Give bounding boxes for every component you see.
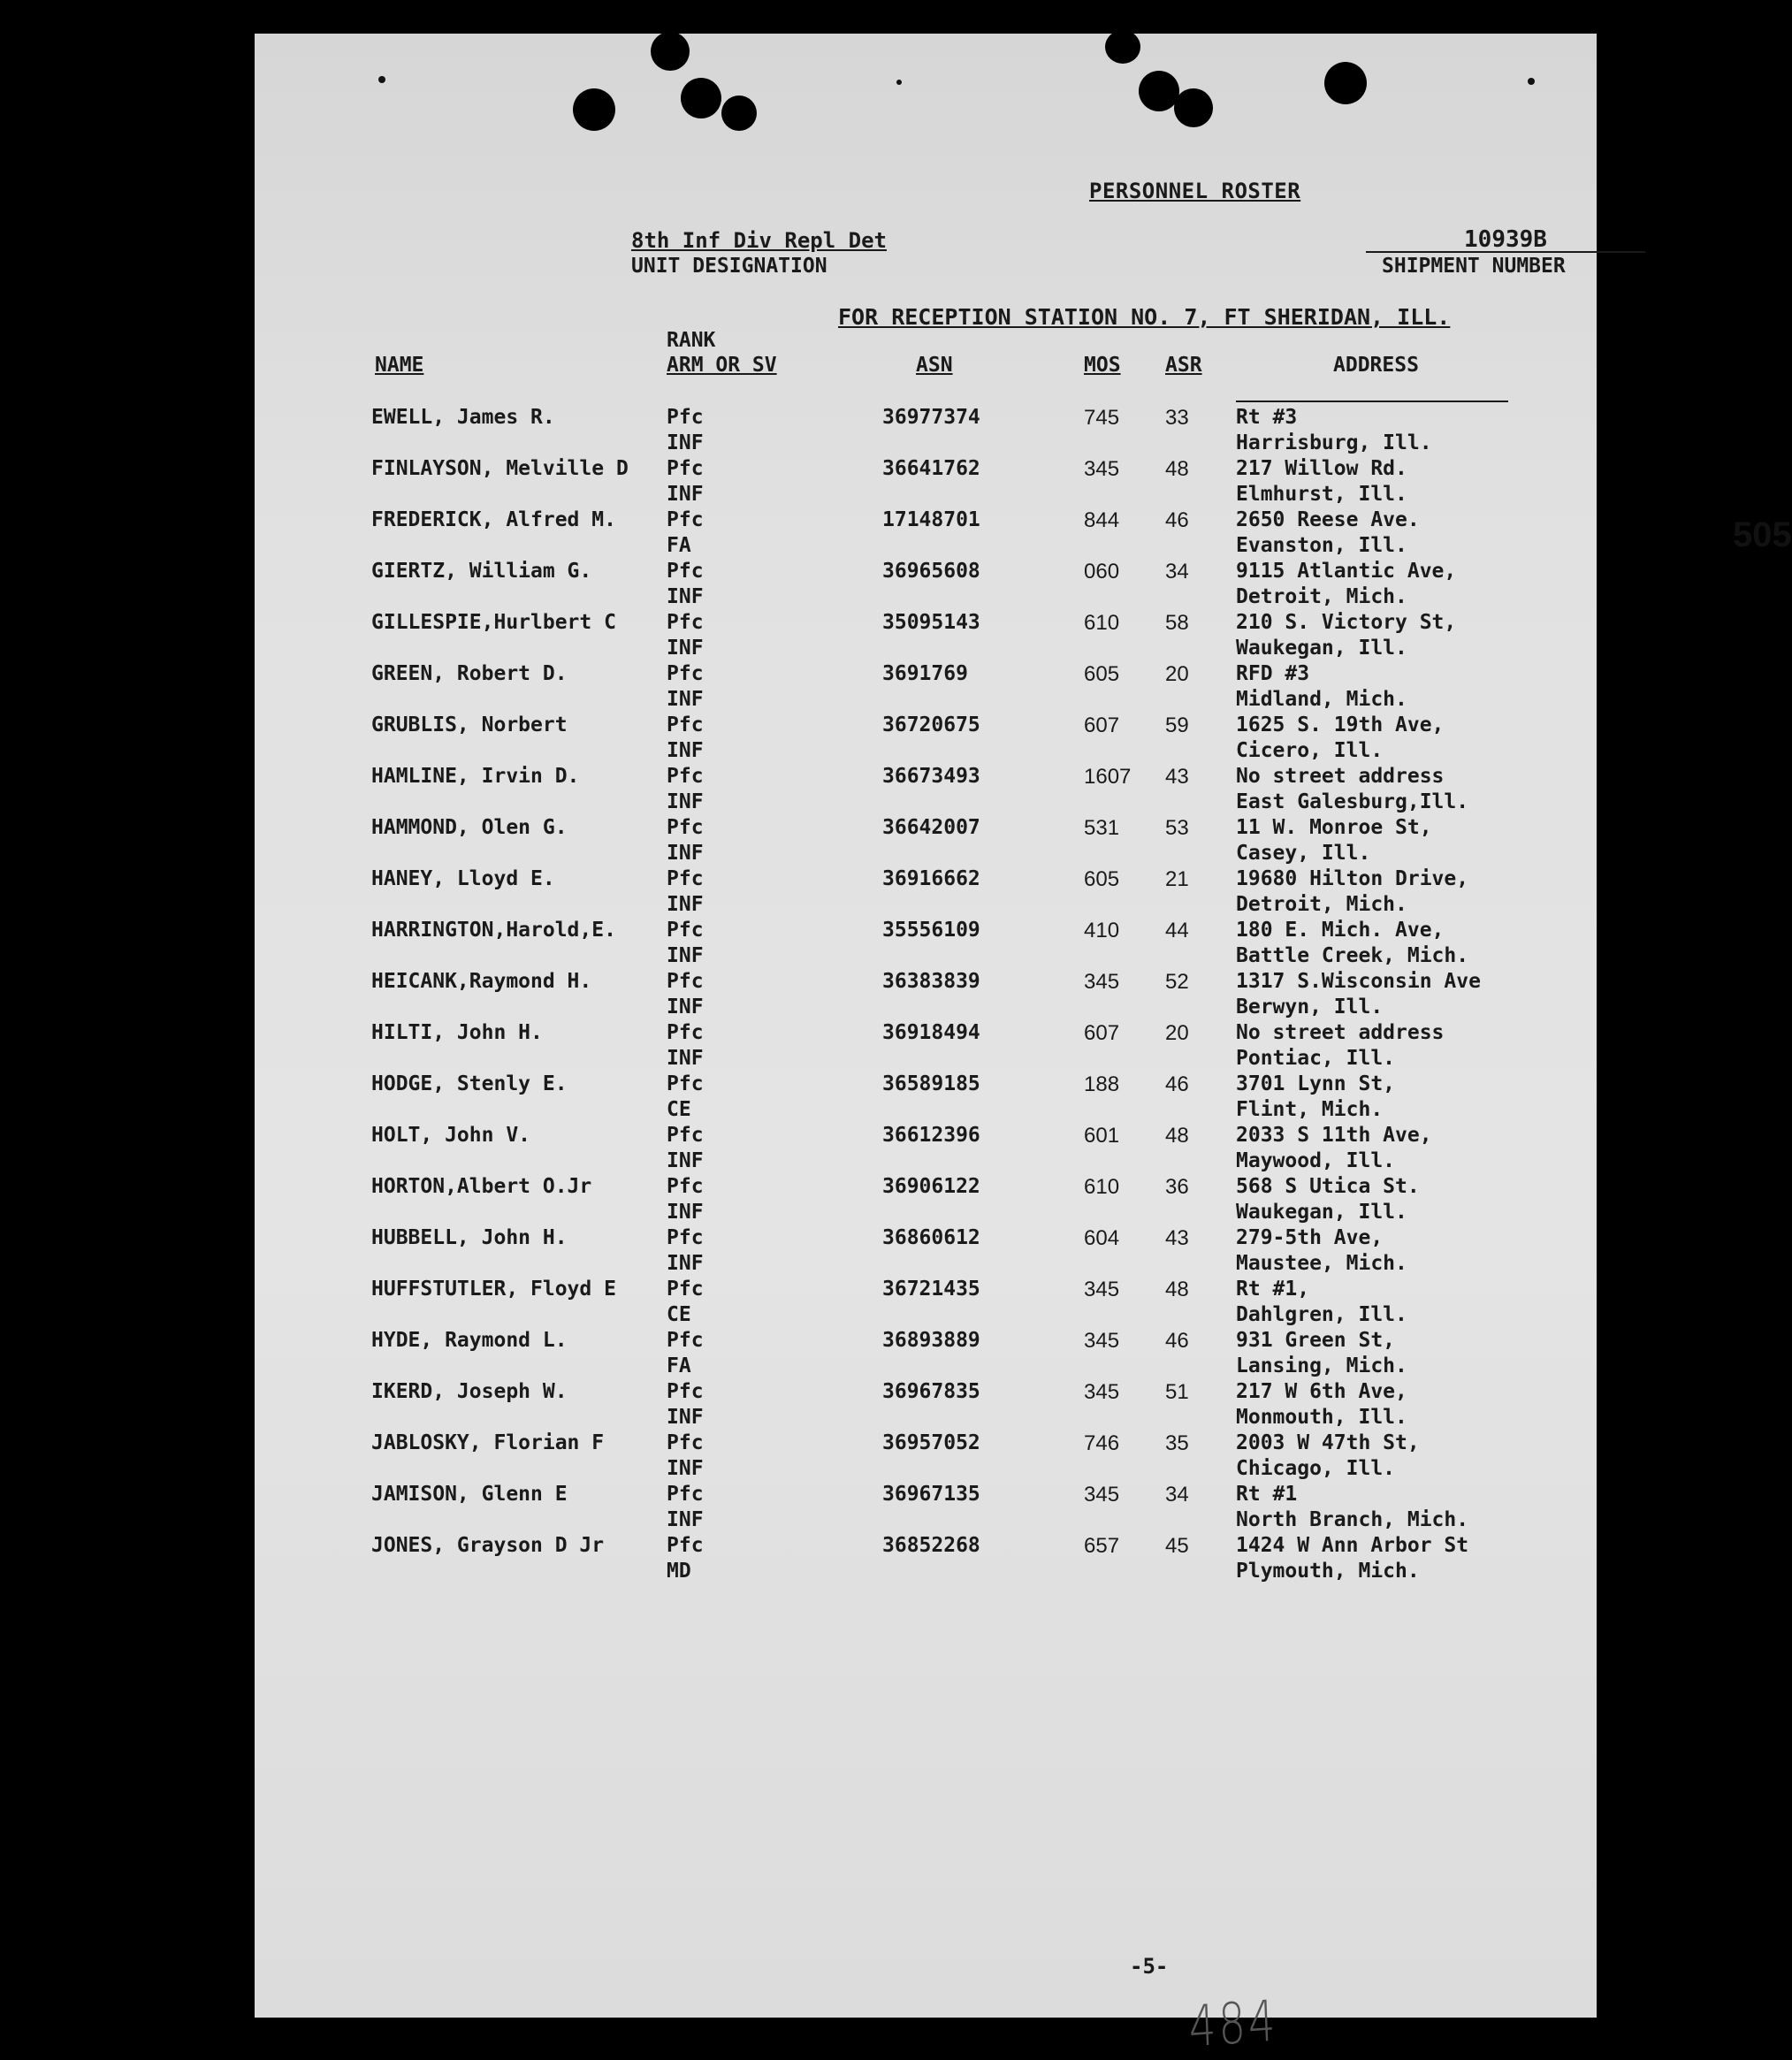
roster-name: FREDERICK, Alfred M. xyxy=(371,508,616,531)
roster-asn: 36612396 xyxy=(882,1124,980,1147)
roster-page xyxy=(255,34,1792,2060)
roster-rank: Pfc xyxy=(667,713,704,736)
roster-address-line2: Monmouth, Ill. xyxy=(1236,1406,1407,1429)
punch-hole xyxy=(1105,30,1140,64)
roster-asn: 36893889 xyxy=(882,1329,980,1352)
table-row xyxy=(255,815,1597,866)
roster-address-line1: 11 W. Monroe St, xyxy=(1236,816,1432,839)
table-row xyxy=(255,1020,1597,1072)
table-row xyxy=(255,1225,1597,1277)
roster-arm: INF xyxy=(667,1457,704,1480)
stamp-number: 505 xyxy=(1733,515,1792,554)
roster-address-line1: 9115 Atlantic Ave, xyxy=(1236,560,1457,583)
shipment-number-label: SHIPMENT NUMBER xyxy=(1382,255,1566,278)
table-row xyxy=(255,1533,1597,1584)
roster-asr: 48 xyxy=(1165,1278,1189,1301)
roster-mos: 345 xyxy=(1084,1483,1120,1507)
roster-asn: 36965608 xyxy=(882,560,980,583)
roster-name: HORTON,Albert O.Jr xyxy=(371,1175,592,1198)
roster-name: HYDE, Raymond L. xyxy=(371,1329,568,1352)
roster-rank: Pfc xyxy=(667,406,704,429)
roster-asr: 52 xyxy=(1165,970,1189,994)
roster-address-line2: Dahlgren, Ill. xyxy=(1236,1303,1407,1326)
roster-rank: Pfc xyxy=(667,662,704,685)
roster-address-line2: Battle Creek, Mich. xyxy=(1236,944,1469,967)
roster-mos: 745 xyxy=(1084,406,1120,430)
roster-address-line2: Detroit, Mich. xyxy=(1236,585,1407,608)
roster-rank: Pfc xyxy=(667,867,704,890)
roster-address-line1: Rt #3 xyxy=(1236,406,1298,429)
roster-rank: Pfc xyxy=(667,1175,704,1198)
roster-name: GREEN, Robert D. xyxy=(371,662,568,685)
roster-asr: 48 xyxy=(1165,1124,1189,1148)
roster-rank: Pfc xyxy=(667,1226,704,1249)
roster-address-line1: 210 S. Victory St, xyxy=(1236,611,1457,634)
roster-asn: 36860612 xyxy=(882,1226,980,1249)
roster-mos: 1607 xyxy=(1084,765,1132,789)
roster-arm: INF xyxy=(667,739,704,762)
roster-address-line1: 568 S Utica St. xyxy=(1236,1175,1420,1198)
roster-asn: 36967135 xyxy=(882,1483,980,1506)
table-row xyxy=(255,610,1597,661)
roster-asr: 34 xyxy=(1165,1483,1189,1507)
table-row xyxy=(255,1072,1597,1123)
roster-mos: 607 xyxy=(1084,713,1120,737)
roster-asr: 45 xyxy=(1165,1534,1189,1558)
roster-asn: 36852268 xyxy=(882,1534,980,1557)
roster-address-line2: Maustee, Mich. xyxy=(1236,1252,1407,1275)
reception-station: FOR RECEPTION STATION NO. 7, FT SHERIDAN, ILL. xyxy=(838,304,1451,330)
header-rank: RANK xyxy=(667,329,716,352)
roster-rank: Pfc xyxy=(667,457,704,480)
roster-rank: Pfc xyxy=(667,1329,704,1352)
roster-address-line1: 3701 Lynn St, xyxy=(1236,1072,1396,1095)
roster-arm: INF xyxy=(667,1149,704,1172)
roster-name: GILLESPIE,Hurlbert C xyxy=(371,611,616,634)
speck xyxy=(896,80,902,85)
table-row xyxy=(255,1277,1597,1328)
roster-address-line1: 2033 S 11th Ave, xyxy=(1236,1124,1432,1147)
roster-mos: 345 xyxy=(1084,970,1120,994)
roster-asr: 46 xyxy=(1165,1072,1189,1096)
roster-rank: Pfc xyxy=(667,765,704,788)
roster-address-line2: Harrisburg, Ill. xyxy=(1236,431,1432,454)
roster-asr: 20 xyxy=(1165,1021,1189,1045)
roster-address-line1: 217 Willow Rd. xyxy=(1236,457,1407,480)
roster-address-line2: Midland, Mich. xyxy=(1236,688,1407,711)
roster-arm: MD xyxy=(667,1560,691,1583)
unit-designation-label: UNIT DESIGNATION xyxy=(631,255,827,278)
roster-name: HODGE, Stenly E. xyxy=(371,1072,568,1095)
roster-address-line1: 2003 W 47th St, xyxy=(1236,1431,1420,1454)
roster-address-line2: Evanston, Ill. xyxy=(1236,534,1407,557)
header-address: ADDRESS xyxy=(1333,354,1419,377)
roster-arm: INF xyxy=(667,893,704,916)
table-row xyxy=(255,559,1597,610)
roster-mos: 601 xyxy=(1084,1124,1120,1148)
roster-rank: Pfc xyxy=(667,1072,704,1095)
roster-address-line2: Lansing, Mich. xyxy=(1236,1354,1407,1377)
roster-asr: 33 xyxy=(1165,406,1189,430)
roster-asr: 21 xyxy=(1165,867,1189,891)
roster-mos: 844 xyxy=(1084,508,1120,532)
roster-rank: Pfc xyxy=(667,919,704,942)
roster-address-line1: 1424 W Ann Arbor St xyxy=(1236,1534,1469,1557)
roster-asr: 35 xyxy=(1165,1431,1189,1455)
roster-arm: INF xyxy=(667,1406,704,1429)
roster-arm: CE xyxy=(667,1098,691,1121)
roster-mos: 604 xyxy=(1084,1226,1120,1250)
roster-address-line2: Cicero, Ill. xyxy=(1236,739,1384,762)
roster-rank: Pfc xyxy=(667,560,704,583)
roster-rank: Pfc xyxy=(667,1431,704,1454)
roster-asn: 36673493 xyxy=(882,765,980,788)
roster-rank: Pfc xyxy=(667,1124,704,1147)
roster-address-line1: 217 W 6th Ave, xyxy=(1236,1380,1407,1403)
table-row xyxy=(255,1379,1597,1431)
header-arm: ARM OR SV xyxy=(667,354,777,377)
roster-mos: 657 xyxy=(1084,1534,1120,1558)
roster-name: GIERTZ, William G. xyxy=(371,560,592,583)
roster-asr: 53 xyxy=(1165,816,1189,840)
roster-arm: INF xyxy=(667,790,704,813)
speck xyxy=(1528,78,1535,85)
punch-hole xyxy=(721,95,757,131)
roster-mos: 345 xyxy=(1084,1278,1120,1301)
table-row xyxy=(255,713,1597,764)
punch-hole xyxy=(573,88,615,131)
roster-asn: 36916662 xyxy=(882,867,980,890)
roster-name: HUBBELL, John H. xyxy=(371,1226,568,1249)
roster-asn: 36720675 xyxy=(882,713,980,736)
roster-name: HUFFSTUTLER, Floyd E xyxy=(371,1278,616,1301)
roster-name: HARRINGTON,Harold,E. xyxy=(371,919,616,942)
roster-address-line2: Waukegan, Ill. xyxy=(1236,637,1407,660)
roster-rank: Pfc xyxy=(667,611,704,634)
roster-asn: 36642007 xyxy=(882,816,980,839)
roster-asr: 20 xyxy=(1165,662,1189,686)
roster-rank: Pfc xyxy=(667,1483,704,1506)
roster-address-line2: Elmhurst, Ill. xyxy=(1236,483,1407,506)
roster-asn: 36383839 xyxy=(882,970,980,993)
roster-asr: 51 xyxy=(1165,1380,1189,1404)
roster-name: HANEY, Lloyd E. xyxy=(371,867,555,890)
roster-arm: INF xyxy=(667,1047,704,1070)
roster-mos: 607 xyxy=(1084,1021,1120,1045)
roster-asn: 36967835 xyxy=(882,1380,980,1403)
roster-address-line1: 2650 Reese Ave. xyxy=(1236,508,1420,531)
roster-asn: 36641762 xyxy=(882,457,980,480)
roster-address-line2: Detroit, Mich. xyxy=(1236,893,1407,916)
roster-mos: 605 xyxy=(1084,662,1120,686)
table-row xyxy=(255,1431,1597,1482)
roster-mos: 746 xyxy=(1084,1431,1120,1455)
roster-name: JONES, Grayson D Jr xyxy=(371,1534,605,1557)
roster-asn: 36589185 xyxy=(882,1072,980,1095)
roster-asn: 36977374 xyxy=(882,406,980,429)
header-mos: MOS xyxy=(1084,354,1121,377)
roster-address-line2: Maywood, Ill. xyxy=(1236,1149,1396,1172)
roster-asr: 46 xyxy=(1165,1329,1189,1353)
roster-asn: 17148701 xyxy=(882,508,980,531)
roster-asr: 59 xyxy=(1165,713,1189,737)
roster-mos: 060 xyxy=(1084,560,1120,584)
roster-asn: 36906122 xyxy=(882,1175,980,1198)
roster-arm: INF xyxy=(667,688,704,711)
header-underline xyxy=(1236,401,1508,402)
table-row xyxy=(255,764,1597,815)
header-asr: ASR xyxy=(1165,354,1202,377)
roster-mos: 610 xyxy=(1084,611,1120,635)
table-row xyxy=(255,1123,1597,1174)
roster-name: IKERD, Joseph W. xyxy=(371,1380,568,1403)
roster-name: JAMISON, Glenn E xyxy=(371,1483,568,1506)
roster-name: HAMMOND, Olen G. xyxy=(371,816,568,839)
roster-asr: 44 xyxy=(1165,919,1189,942)
table-row xyxy=(255,866,1597,918)
roster-rank: Pfc xyxy=(667,816,704,839)
roster-name: JABLOSKY, Florian F xyxy=(371,1431,605,1454)
roster-asn: 36957052 xyxy=(882,1431,980,1454)
roster-rank: Pfc xyxy=(667,1278,704,1301)
roster-name: GRUBLIS, Norbert xyxy=(371,713,568,736)
roster-address-line1: 931 Green St, xyxy=(1236,1329,1396,1352)
roster-address-line1: 1625 S. 19th Ave, xyxy=(1236,713,1445,736)
roster-address-line2: Waukegan, Ill. xyxy=(1236,1201,1407,1224)
table-row xyxy=(255,918,1597,969)
roster-name: EWELL, James R. xyxy=(371,406,555,429)
roster-arm: FA xyxy=(667,1354,691,1377)
table-row xyxy=(255,1174,1597,1225)
roster-address-line1: Rt #1 xyxy=(1236,1483,1298,1506)
punch-hole xyxy=(1174,88,1213,127)
roster-name: FINLAYSON, Melville D xyxy=(371,457,629,480)
roster-mos: 188 xyxy=(1084,1072,1120,1096)
roster-rank: Pfc xyxy=(667,1534,704,1557)
roster-rank: Pfc xyxy=(667,970,704,993)
roster-arm: CE xyxy=(667,1303,691,1326)
table-row xyxy=(255,507,1597,559)
punch-hole xyxy=(651,32,690,71)
roster-asr: 43 xyxy=(1165,765,1189,789)
roster-arm: INF xyxy=(667,1201,704,1224)
unit-designation-value: 8th Inf Div Repl Det xyxy=(631,228,887,253)
roster-asn: 36721435 xyxy=(882,1278,980,1301)
roster-address-line1: No street address xyxy=(1236,1021,1445,1044)
header-name: NAME xyxy=(375,354,424,377)
table-row xyxy=(255,661,1597,713)
page-title: PERSONNEL ROSTER xyxy=(1089,179,1301,203)
punch-hole xyxy=(681,78,721,118)
roster-asr: 43 xyxy=(1165,1226,1189,1250)
roster-address-line2: Flint, Mich. xyxy=(1236,1098,1384,1121)
roster-address-line2: Casey, Ill. xyxy=(1236,842,1371,865)
table-row xyxy=(255,1328,1597,1379)
roster-address-line2: Berwyn, Ill. xyxy=(1236,996,1384,1019)
roster-arm: INF xyxy=(667,1508,704,1531)
punch-hole xyxy=(1324,62,1367,104)
roster-name: HAMLINE, Irvin D. xyxy=(371,765,580,788)
roster-arm: INF xyxy=(667,1252,704,1275)
roster-asn: 35095143 xyxy=(882,611,980,634)
roster-asr: 48 xyxy=(1165,457,1189,481)
roster-address-line2: Chicago, Ill. xyxy=(1236,1457,1396,1480)
roster-arm: INF xyxy=(667,431,704,454)
roster-address-line1: 180 E. Mich. Ave, xyxy=(1236,919,1445,942)
table-row xyxy=(255,456,1597,507)
roster-asn: 3691769 xyxy=(882,662,968,685)
shipment-number-value: 10939B xyxy=(1366,228,1645,253)
page-number: -5- xyxy=(1130,1954,1169,1979)
table-row xyxy=(255,969,1597,1020)
header-asn: ASN xyxy=(916,354,953,377)
roster-mos: 345 xyxy=(1084,1329,1120,1353)
table-row xyxy=(255,1482,1597,1533)
roster-address-line1: 279-5th Ave, xyxy=(1236,1226,1384,1249)
roster-arm: INF xyxy=(667,842,704,865)
handwritten-number: 484 xyxy=(1187,1988,1279,2060)
table-row xyxy=(255,405,1597,456)
roster-address-line2: Pontiac, Ill. xyxy=(1236,1047,1396,1070)
roster-mos: 410 xyxy=(1084,919,1120,942)
roster-mos: 345 xyxy=(1084,457,1120,481)
roster-name: HEICANK,Raymond H. xyxy=(371,970,592,993)
roster-asn: 36918494 xyxy=(882,1021,980,1044)
roster-asn: 35556109 xyxy=(882,919,980,942)
roster-address-line1: Rt #1, xyxy=(1236,1278,1310,1301)
roster-address-line1: No street address xyxy=(1236,765,1445,788)
roster-address-line2: North Branch, Mich. xyxy=(1236,1508,1469,1531)
roster-address-line1: 1317 S.Wisconsin Ave xyxy=(1236,970,1481,993)
roster-asr: 36 xyxy=(1165,1175,1189,1199)
roster-rank: Pfc xyxy=(667,508,704,531)
roster-mos: 531 xyxy=(1084,816,1120,840)
roster-arm: INF xyxy=(667,585,704,608)
roster-mos: 605 xyxy=(1084,867,1120,891)
roster-asr: 46 xyxy=(1165,508,1189,532)
speck xyxy=(378,76,385,83)
roster-address-line2: East Galesburg,Ill. xyxy=(1236,790,1469,813)
roster-asr: 34 xyxy=(1165,560,1189,584)
roster-arm: INF xyxy=(667,996,704,1019)
roster-address-line1: RFD #3 xyxy=(1236,662,1310,685)
roster-rank: Pfc xyxy=(667,1380,704,1403)
roster-arm: INF xyxy=(667,483,704,506)
roster-name: HOLT, John V. xyxy=(371,1124,531,1147)
roster-asr: 58 xyxy=(1165,611,1189,635)
roster-arm: INF xyxy=(667,944,704,967)
roster-address-line2: Plymouth, Mich. xyxy=(1236,1560,1420,1583)
roster-arm: INF xyxy=(667,637,704,660)
roster-arm: FA xyxy=(667,534,691,557)
roster-rank: Pfc xyxy=(667,1021,704,1044)
roster-address-line1: 19680 Hilton Drive, xyxy=(1236,867,1469,890)
roster-mos: 345 xyxy=(1084,1380,1120,1404)
roster-mos: 610 xyxy=(1084,1175,1120,1199)
roster-name: HILTI, John H. xyxy=(371,1021,543,1044)
